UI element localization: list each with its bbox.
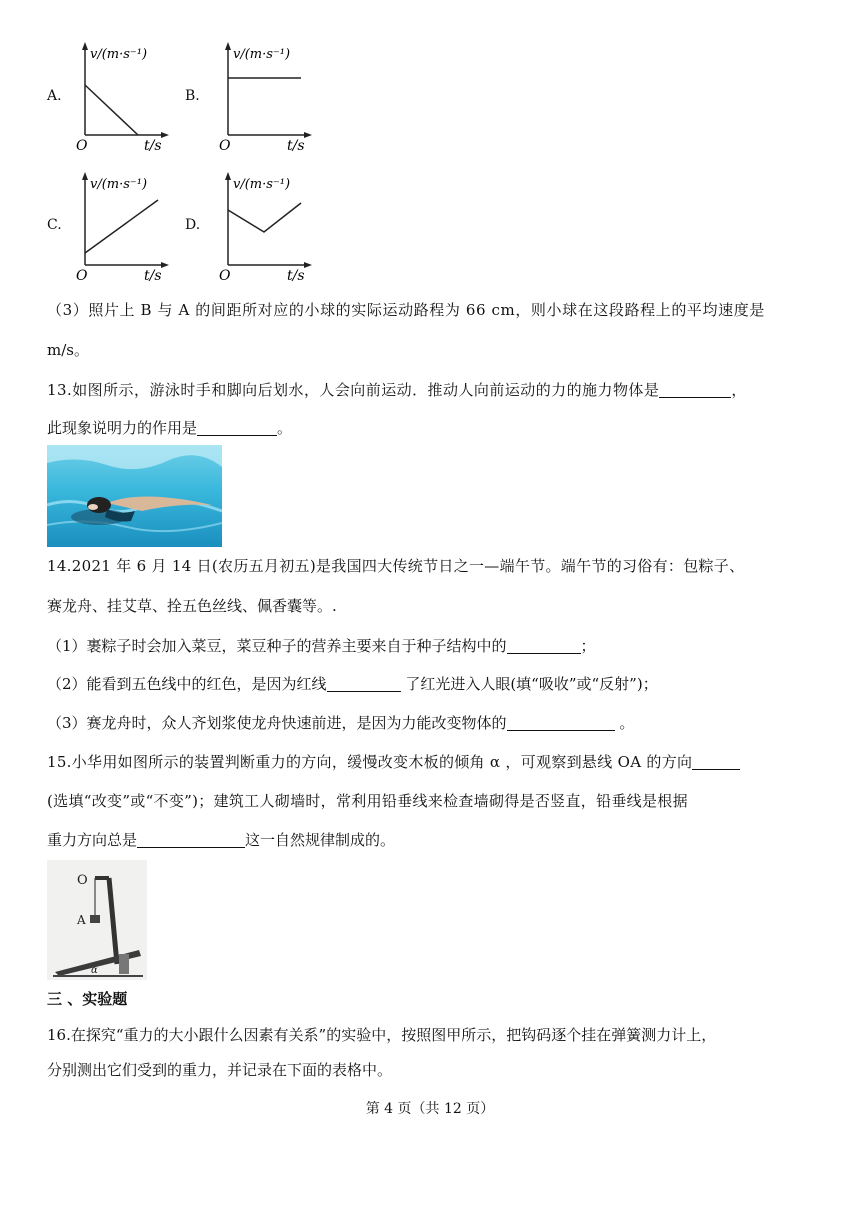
- option-d-label: D.: [185, 217, 201, 233]
- t-axis-arrow: [161, 262, 169, 268]
- v-axis-label: v/(m·s⁻¹): [233, 177, 291, 192]
- t-axis-label: t/s: [144, 138, 162, 154]
- t-axis-arrow: [304, 132, 312, 138]
- q13-line2: [47, 418, 292, 438]
- graph-line: [228, 203, 301, 232]
- q15-text-3: 重力方向总是: [47, 831, 138, 849]
- q16-line2: 分别测出它们受到的重力，并记录在下面的表格中。: [47, 1061, 393, 1079]
- v-axis-arrow: [82, 42, 88, 50]
- q14-sub3-text: （3）赛龙舟时，众人齐划浆使龙舟快速前进，是因为力能改变物体的: [47, 714, 507, 732]
- q13-line1: [47, 380, 747, 400]
- plumb-weight: [90, 915, 100, 923]
- q14-sub2: [47, 674, 658, 694]
- q13-text-2b: 。: [277, 419, 293, 437]
- v-axis-label: v/(m·s⁻¹): [233, 47, 291, 62]
- q13-text-2: 此现象说明力的作用是: [47, 419, 198, 437]
- t-axis-label: t/s: [287, 268, 305, 284]
- answer-blank[interactable]: [327, 675, 401, 692]
- q16-line1: 16.在探究“重力的大小跟什么因素有关系”的实验中，按照图甲所示，把钩码逐个挂在弹簧测力计上，: [47, 1026, 717, 1044]
- label-o: O: [77, 873, 88, 888]
- t-axis-arrow: [161, 132, 169, 138]
- answer-blank[interactable]: [197, 419, 277, 436]
- q14-line1: 14.2021 年 6 月 14 日(农历五月初五)是我国四大传统节日之一—端午节。端午节的习俗有：包粽子、: [47, 557, 745, 575]
- q14-sub3: [47, 713, 634, 733]
- q14-sub1-text: （1）裹粽子时会加入菜豆，菜豆种子的营养主要来自于种子结构中的: [47, 637, 507, 655]
- q15-line1: [47, 752, 740, 772]
- origin-label: O: [76, 268, 88, 284]
- v-axis-arrow: [225, 42, 231, 50]
- answer-blank[interactable]: [137, 831, 245, 848]
- support-block: [119, 954, 129, 974]
- option-a-label: A.: [47, 88, 62, 104]
- answer-blank[interactable]: [507, 714, 615, 731]
- answer-blank[interactable]: [659, 381, 731, 398]
- t-axis-label: t/s: [287, 138, 305, 154]
- origin-label: O: [76, 138, 88, 154]
- q14-sub1: [47, 636, 596, 656]
- swimmer-image: [47, 445, 222, 547]
- v-axis-arrow: [82, 172, 88, 180]
- t-axis-arrow: [304, 262, 312, 268]
- q14-sub2-tail: 了红光进入人眼(填“吸收”或“反射”)；: [400, 675, 658, 693]
- q14-line2: 赛龙舟、挂艾草、拴五色丝线、佩香囊等。.: [47, 597, 337, 615]
- q12-3-line2: m/s。: [47, 341, 89, 359]
- graph-line: [85, 200, 158, 253]
- q15-text-1: 15.小华用如图所示的装置判断重力的方向，缓慢改变木板的倾角 α ，可观察到悬线 OA 的方向: [47, 753, 693, 771]
- origin-label: O: [219, 138, 231, 154]
- answer-blank[interactable]: [507, 637, 581, 654]
- section-header: 三 、实验题: [47, 990, 128, 1008]
- q15-line2: (选填“改变”或“不变”)；建筑工人砌墙时，常利用铅垂线来检查墙砌得是否竖直，铅垂线是根据: [47, 792, 688, 810]
- v-axis-arrow: [225, 172, 231, 180]
- v-axis-label: v/(m·s⁻¹): [90, 177, 148, 192]
- q12-3-line1: （3）照片上 B 与 A 的间距所对应的小球的实际运动路程为 66 cm，则小球在这段路程上的平均速度是: [47, 301, 765, 319]
- option-c-label: C.: [47, 217, 62, 233]
- q13-text-1b: ，: [731, 381, 747, 399]
- graph-line: [85, 85, 138, 135]
- plumb-line-figure: [47, 860, 147, 980]
- label-a: A: [77, 913, 86, 927]
- q14-sub3-tail: 。: [614, 714, 635, 732]
- v-axis-label: v/(m·s⁻¹): [90, 47, 148, 62]
- option-c-graph: [74, 170, 174, 289]
- q14-sub2-text: （2）能看到五色线中的红色，是因为红线: [47, 675, 327, 693]
- q13-text-1: 13.如图所示，游泳时手和脚向后划水，人会向前运动．推动人向前运动的力的施力物体是: [47, 381, 660, 399]
- label-alpha: α: [91, 965, 98, 976]
- q14-sub1-tail: ；: [580, 637, 596, 655]
- option-a-graph: [74, 40, 174, 159]
- q15-text-3b: 这一自然规律制成的。: [245, 831, 396, 849]
- t-axis-label: t/s: [144, 268, 162, 284]
- origin-label: O: [219, 268, 231, 284]
- option-b-graph: [217, 40, 317, 159]
- q15-line3: [47, 830, 395, 850]
- option-d-graph: [217, 170, 317, 289]
- answer-blank[interactable]: [692, 753, 740, 770]
- page-footer: 第 4 页（共 12 页）: [365, 1101, 495, 1117]
- option-b-label: B.: [185, 88, 200, 104]
